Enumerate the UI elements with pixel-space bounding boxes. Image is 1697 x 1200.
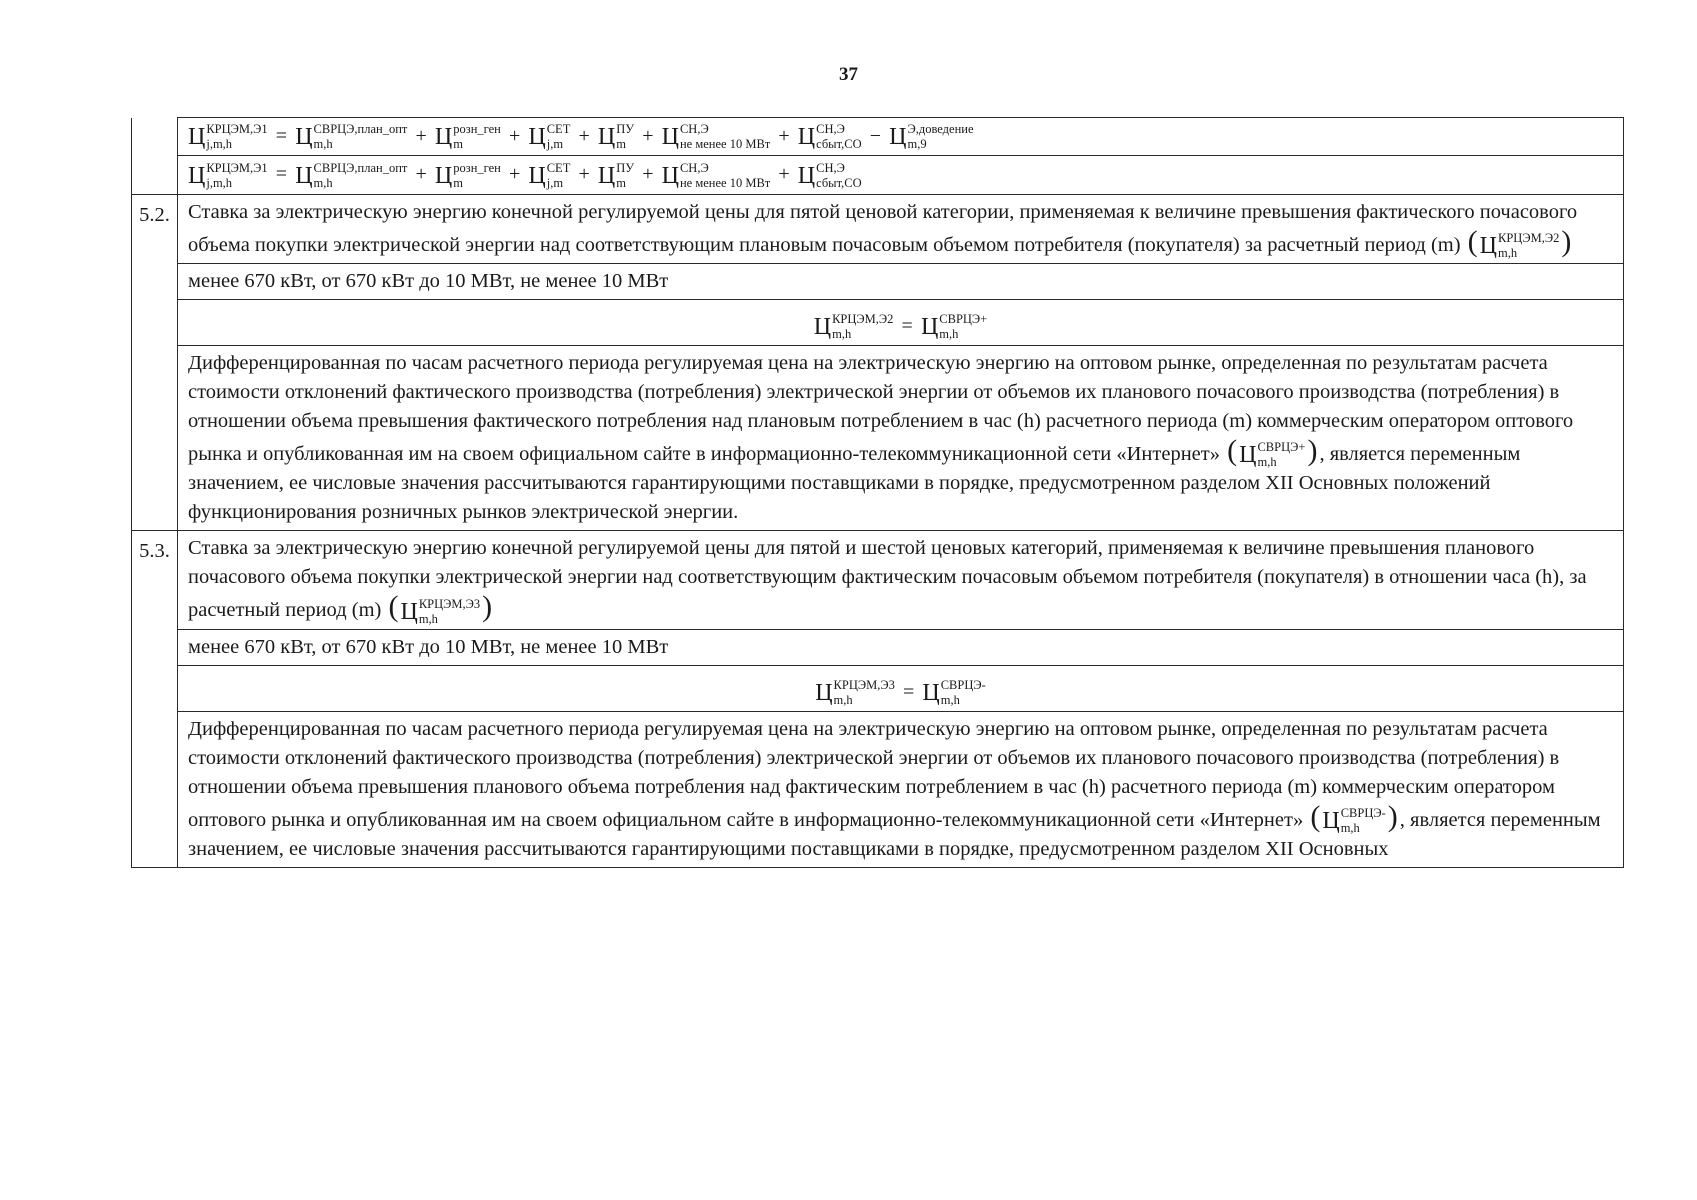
symbol-term-6: Ц СН,Э сбыт,СО [797,160,862,190]
symbol-lhs: Ц КРЦЭМ,Э1 j,m,h [188,122,268,152]
section-5-2-heading: Ставка за электрическую энергию конечной регулируемой цены для пятой ценовой категории, применяемая к величине превышения фактического почасового объема покупки электрической энергии над соответствующим плановым почасовым объемом потребителя (покупателя) за расчетный период (m) ( Ц КРЦЭМ,Э2 m,h ) [178,194,1624,263]
section-5-2-description: Дифференцированная по часам расчетного периода регулируемая цена на электрическую энергию на оптовом рынке, определенная по результатам расчета стоимости отклонений фактического производства (потребления) электрической энергии от объемов их планового почасового производства (потребления) в отношении объема превышения фактического потребления над плановым потреблением в час (h) расчетного периода (m) коммерческим оператором оптового рынка и опубликованная им на своем официальном сайте в информационно-телекоммуникационной сети «Интернет» ( Ц СВРЦЭ+ m,h ), является переменным значением, ее числовые значения рассчитываются гарантирующими поставщиками в порядке, предусмотренном разделом XII Основных положений функционирования розничных рынков электрической энергии. [178,346,1624,531]
formula-row-1 [132,118,1624,156]
symbol-term-2: Ц розн_ген m [434,122,501,152]
section-5-2-formula [178,299,1624,345]
section-5-2-description-row [132,346,1624,531]
paren-open: ( [1227,434,1238,468]
tariff-table [131,117,1624,868]
symbol-term-4: Ц ПУ m [597,122,635,152]
paren-open: ( [1467,224,1478,258]
section-5-3-formula-row [132,665,1624,711]
operator-plus: + [642,125,654,147]
symbol-term-2: Ц розн_ген m [434,160,501,190]
operator-plus: + [415,125,427,147]
section-5-3-formula [178,665,1624,711]
operator-equals: = [901,314,913,337]
section-5-2-capacity-row [132,263,1624,299]
symbol-rhs: Ц СВРЦЭ- m,h [922,678,986,708]
section-5-2-heading-row [132,194,1624,263]
symbol-term-6: Ц СН,Э сбыт,СО [797,122,862,152]
operator-plus: + [508,125,521,147]
symbol-term-1: Ц СВРЦЭ,план_опт m,h [295,122,408,152]
symbol-term-3: Ц СЕТ j,m [528,122,571,152]
paren-open: ( [388,590,399,624]
operator-equals: = [902,680,915,703]
symbol-heading-5-2: Ц КРЦЭМ,Э2 m,h [1479,230,1560,260]
symbol-term-5: Ц СН,Э не менее 10 МВт [661,160,771,190]
operator-plus: + [642,163,654,186]
symbol-desc-5-2: Ц СВРЦЭ+ m,h [1239,440,1306,470]
section-5-3-description: Дифференцированная по часам расчетного периода регулируемая цена на электрическую энергию на оптовом рынке, определенная по результатам расчета стоимости отклонений фактического производства (потребления) электрической энергии от объемов их планового почасового производства (потребления) в отношении объема превышения планового объема потребления над фактическим потреблением в час (h) расчетного периода (m) коммерческим оператором оптового рынка и опубликованная им на своем официальном сайте в информационно-телекоммуникационной сети «Интернет» ( Ц СВРЦЭ- m,h ), является переменным значением, ее числовые значения рассчитываются гарантирующими поставщиками в порядке, предусмотренном разделом XII Основных [178,712,1624,868]
symbol-term-1: Ц СВРЦЭ,план_опт m,h [295,160,408,190]
symbol-desc-5-3: Ц СВРЦЭ- m,h [1322,806,1386,836]
symbol-term-4: Ц ПУ m [597,160,635,190]
operator-equals: = [275,125,288,147]
symbol-term-7: Ц Э,доведение m,9 [889,122,974,152]
formula-e1-with-deduction [178,118,1624,156]
section-5-2-formula-row [132,299,1624,345]
section-number-5-2: 5.2. [132,194,178,531]
formula-row-2 [132,156,1624,194]
section-5-3-heading: Ставка за электрическую энергию конечной регулируемой цены для пятой и шестой ценовых категорий, применяемая к величине превышения планового почасового объема покупки электрической энергии над соответствующим фактическим почасовым объемом потребителя (покупателя) в отношении часа (h), за расчетный период (m) ( Ц КРЦЭМ,Э3 m,h ) [178,531,1624,629]
operator-plus: + [578,125,590,147]
operator-plus: + [578,163,590,186]
operator-plus: + [508,163,521,186]
section-5-3-capacity-row [132,629,1624,665]
symbol-lhs: Ц КРЦЭМ,Э2 m,h [813,312,894,342]
symbol-rhs: Ц СВРЦЭ+ m,h [920,312,988,342]
paren-close: ) [1307,434,1318,468]
paren-close: ) [482,590,493,624]
symbol-heading-5-3: Ц КРЦЭМ,Э3 m,h [400,596,481,626]
formula-e1 [178,156,1624,194]
operator-plus: + [415,163,427,186]
symbol-term-5: Ц СН,Э не менее 10 МВт [661,122,771,152]
empty-number-cell [132,118,178,195]
operator-equals: = [275,163,288,186]
paren-close: ) [1561,224,1572,258]
section-5-3-capacity: менее 670 кВт, от 670 кВт до 10 МВт, не менее 10 МВт [178,629,1624,665]
section-5-3-description-row [132,712,1624,868]
paren-close: ) [1387,800,1398,834]
symbol-term-3: Ц СЕТ j,m [528,160,571,190]
operator-plus: + [778,163,790,186]
section-5-3-heading-row [132,531,1624,629]
section-5-2-capacity: менее 670 кВт, от 670 кВт до 10 МВт, не менее 10 МВт [178,263,1624,299]
section-number-5-3: 5.3. [132,531,178,868]
symbol-lhs: Ц КРЦЭМ,Э1 j,m,h [188,160,268,190]
page-number: 37 [839,64,858,85]
symbol-lhs: Ц КРЦЭМ,Э3 m,h [815,678,895,708]
operator-minus: − [869,125,882,147]
paren-open: ( [1310,800,1321,834]
operator-plus: + [778,125,790,147]
